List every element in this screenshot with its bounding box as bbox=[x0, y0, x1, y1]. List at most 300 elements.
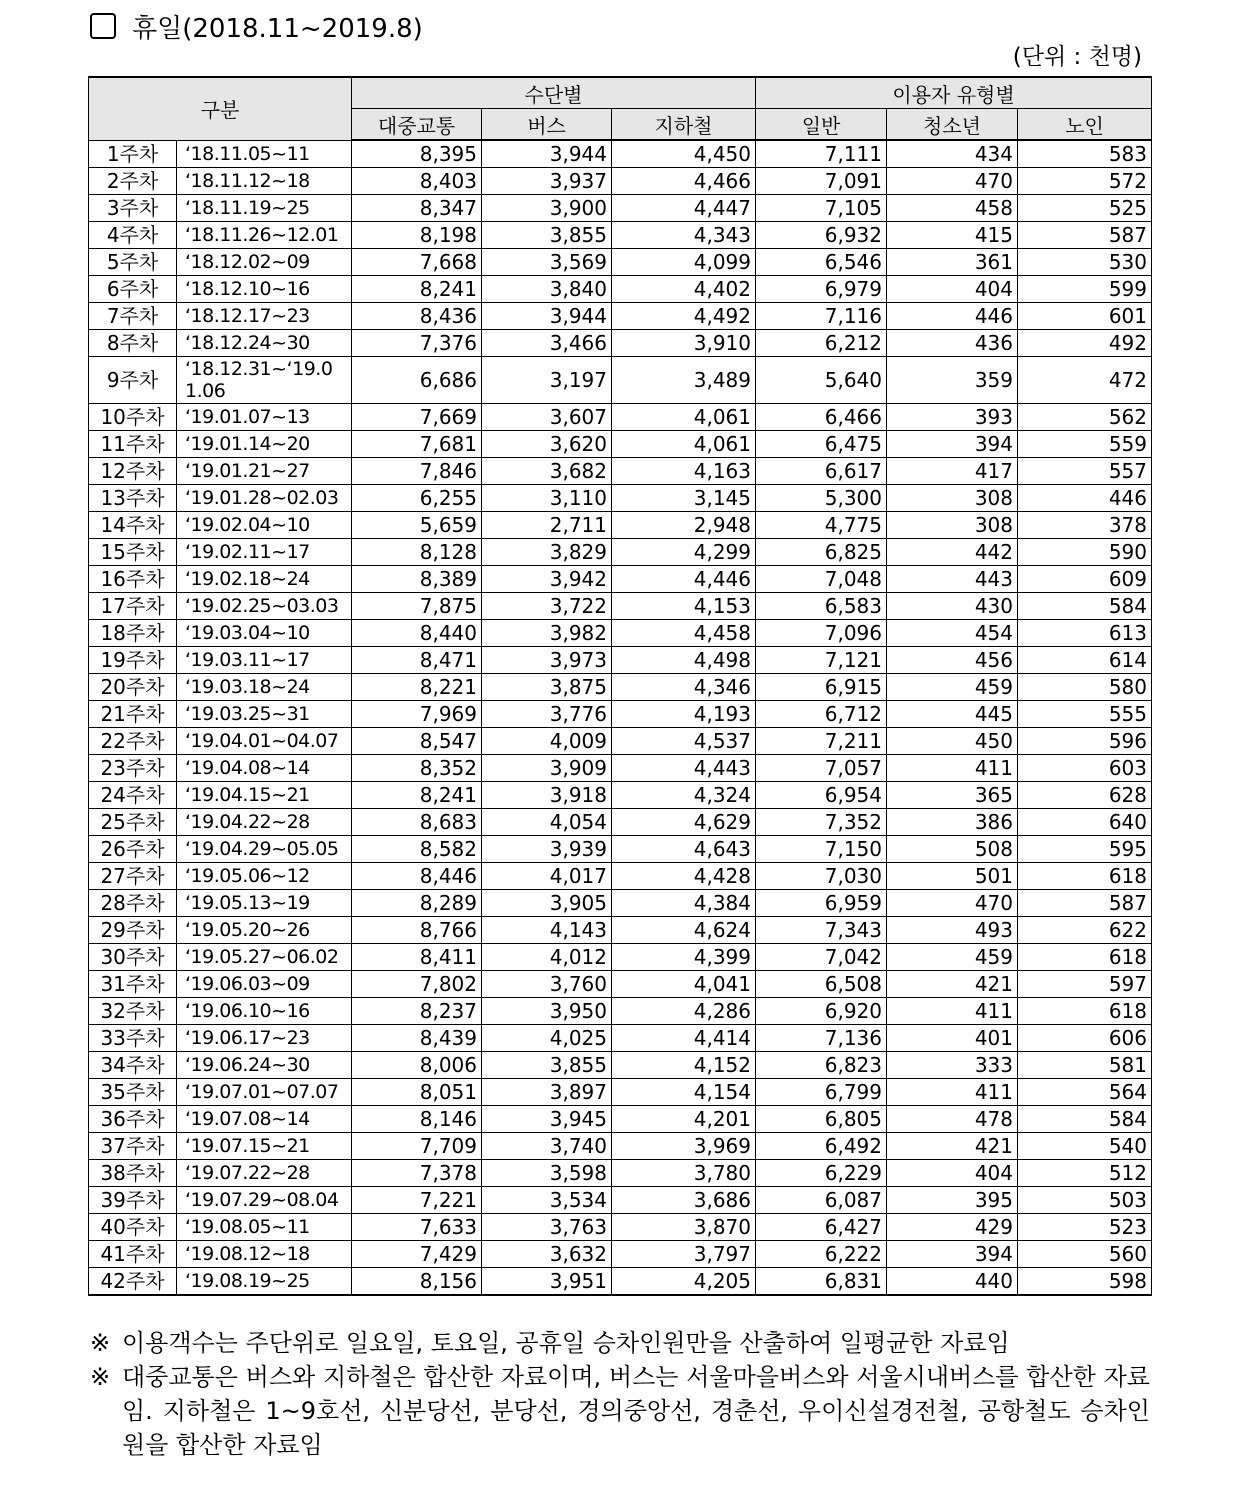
table-row bbox=[89, 890, 1152, 917]
senior-cell: 472 bbox=[1018, 357, 1152, 404]
bus-cell: 3,909 bbox=[482, 755, 612, 782]
date-range-cell: ‘19.05.13~19 bbox=[177, 890, 352, 917]
general-cell: 6,492 bbox=[756, 1133, 887, 1160]
week-cell: 38주차 bbox=[89, 1160, 177, 1187]
week-cell: 35주차 bbox=[89, 1079, 177, 1106]
senior-cell: 572 bbox=[1018, 168, 1152, 195]
week-cell: 42주차 bbox=[89, 1268, 177, 1296]
week-cell: 29주차 bbox=[89, 917, 177, 944]
table-row bbox=[89, 1268, 1152, 1296]
transit-total-cell: 8,547 bbox=[352, 728, 482, 755]
date-range-cell: ‘19.05.20~26 bbox=[177, 917, 352, 944]
subway-cell: 4,624 bbox=[612, 917, 756, 944]
week-cell: 36주차 bbox=[89, 1106, 177, 1133]
transit-total-cell: 8,347 bbox=[352, 195, 482, 222]
date-range-cell: ‘19.03.04~10 bbox=[177, 620, 352, 647]
week-cell: 15주차 bbox=[89, 539, 177, 566]
bus-cell: 3,598 bbox=[482, 1160, 612, 1187]
date-range-cell: ‘19.08.05~11 bbox=[177, 1214, 352, 1241]
table-row bbox=[89, 755, 1152, 782]
general-cell: 6,823 bbox=[756, 1052, 887, 1079]
table-row bbox=[89, 431, 1152, 458]
youth-cell: 401 bbox=[887, 1025, 1018, 1052]
header-category: 구분 bbox=[89, 77, 352, 140]
date-range-cell: ‘18.12.10~16 bbox=[177, 276, 352, 303]
senior-cell: 555 bbox=[1018, 701, 1152, 728]
youth-cell: 458 bbox=[887, 195, 1018, 222]
bus-cell: 4,009 bbox=[482, 728, 612, 755]
youth-cell: 417 bbox=[887, 458, 1018, 485]
subway-cell: 4,343 bbox=[612, 222, 756, 249]
youth-cell: 411 bbox=[887, 998, 1018, 1025]
table-row bbox=[89, 917, 1152, 944]
youth-cell: 443 bbox=[887, 566, 1018, 593]
senior-cell: 598 bbox=[1018, 1268, 1152, 1296]
transit-total-cell: 7,802 bbox=[352, 971, 482, 998]
subway-cell: 4,402 bbox=[612, 276, 756, 303]
transit-total-cell: 7,681 bbox=[352, 431, 482, 458]
date-range-cell: ‘18.12.17~23 bbox=[177, 303, 352, 330]
transit-total-cell: 7,378 bbox=[352, 1160, 482, 1187]
youth-cell: 508 bbox=[887, 836, 1018, 863]
ridership-table bbox=[88, 76, 1152, 1296]
week-cell: 23주차 bbox=[89, 755, 177, 782]
general-cell: 6,229 bbox=[756, 1160, 887, 1187]
transit-total-cell: 8,051 bbox=[352, 1079, 482, 1106]
week-cell: 8주차 bbox=[89, 330, 177, 357]
week-cell: 6주차 bbox=[89, 276, 177, 303]
date-range-cell: ‘19.01.28~02.03 bbox=[177, 485, 352, 512]
date-range-cell: ‘19.04.15~21 bbox=[177, 782, 352, 809]
senior-cell: 564 bbox=[1018, 1079, 1152, 1106]
bus-cell: 3,763 bbox=[482, 1214, 612, 1241]
table-row bbox=[89, 593, 1152, 620]
transit-total-cell: 8,198 bbox=[352, 222, 482, 249]
bus-cell: 3,900 bbox=[482, 195, 612, 222]
youth-cell: 436 bbox=[887, 330, 1018, 357]
subway-cell: 4,498 bbox=[612, 647, 756, 674]
youth-cell: 442 bbox=[887, 539, 1018, 566]
week-cell: 26주차 bbox=[89, 836, 177, 863]
general-cell: 7,121 bbox=[756, 647, 887, 674]
general-cell: 6,831 bbox=[756, 1268, 887, 1296]
senior-cell: 525 bbox=[1018, 195, 1152, 222]
week-cell: 10주차 bbox=[89, 404, 177, 431]
date-range-cell: ‘19.07.15~21 bbox=[177, 1133, 352, 1160]
bus-cell: 3,897 bbox=[482, 1079, 612, 1106]
general-cell: 6,212 bbox=[756, 330, 887, 357]
bus-cell: 3,973 bbox=[482, 647, 612, 674]
youth-cell: 386 bbox=[887, 809, 1018, 836]
bus-cell: 3,760 bbox=[482, 971, 612, 998]
date-range-cell: ‘18.11.12~18 bbox=[177, 168, 352, 195]
bus-cell: 3,937 bbox=[482, 168, 612, 195]
date-range-cell: ‘18.12.24~30 bbox=[177, 330, 352, 357]
subway-cell: 3,780 bbox=[612, 1160, 756, 1187]
week-cell: 40주차 bbox=[89, 1214, 177, 1241]
table-row bbox=[89, 782, 1152, 809]
week-cell: 2주차 bbox=[89, 168, 177, 195]
youth-cell: 454 bbox=[887, 620, 1018, 647]
general-cell: 6,979 bbox=[756, 276, 887, 303]
transit-total-cell: 7,669 bbox=[352, 404, 482, 431]
date-range-cell: ‘19.05.06~12 bbox=[177, 863, 352, 890]
transit-total-cell: 8,471 bbox=[352, 647, 482, 674]
general-cell: 7,042 bbox=[756, 944, 887, 971]
general-cell: 7,116 bbox=[756, 303, 887, 330]
date-range-cell: ‘18.12.31~‘19.01.06 bbox=[177, 357, 352, 404]
week-cell: 21주차 bbox=[89, 701, 177, 728]
unit-label: (단위 : 천명) bbox=[1012, 44, 1142, 70]
table-row bbox=[89, 620, 1152, 647]
table-row bbox=[89, 1160, 1152, 1187]
date-range-cell: ‘19.08.19~25 bbox=[177, 1268, 352, 1296]
subway-cell: 4,629 bbox=[612, 809, 756, 836]
bus-cell: 3,722 bbox=[482, 593, 612, 620]
column-header: 노인 bbox=[1018, 109, 1152, 141]
week-cell: 20주차 bbox=[89, 674, 177, 701]
subway-cell: 4,466 bbox=[612, 168, 756, 195]
youth-cell: 411 bbox=[887, 755, 1018, 782]
table-body bbox=[89, 140, 1152, 1295]
bus-cell: 4,012 bbox=[482, 944, 612, 971]
senior-cell: 584 bbox=[1018, 593, 1152, 620]
senior-cell: 562 bbox=[1018, 404, 1152, 431]
subway-cell: 4,153 bbox=[612, 593, 756, 620]
week-cell: 9주차 bbox=[89, 357, 177, 404]
subway-cell: 4,414 bbox=[612, 1025, 756, 1052]
table-row bbox=[89, 1133, 1152, 1160]
week-cell: 1주차 bbox=[89, 140, 177, 168]
footnote bbox=[90, 1360, 1150, 1462]
general-cell: 6,799 bbox=[756, 1079, 887, 1106]
table-row bbox=[89, 195, 1152, 222]
transit-total-cell: 8,237 bbox=[352, 998, 482, 1025]
transit-total-cell: 8,289 bbox=[352, 890, 482, 917]
date-range-cell: ‘19.06.10~16 bbox=[177, 998, 352, 1025]
youth-cell: 359 bbox=[887, 357, 1018, 404]
week-cell: 30주차 bbox=[89, 944, 177, 971]
general-cell: 6,546 bbox=[756, 249, 887, 276]
youth-cell: 365 bbox=[887, 782, 1018, 809]
bus-cell: 3,569 bbox=[482, 249, 612, 276]
general-cell: 7,096 bbox=[756, 620, 887, 647]
week-cell: 7주차 bbox=[89, 303, 177, 330]
header-group-mode: 수단별 bbox=[352, 77, 756, 109]
week-cell: 33주차 bbox=[89, 1025, 177, 1052]
bus-cell: 2,711 bbox=[482, 512, 612, 539]
note-mark: ※ bbox=[90, 1329, 111, 1357]
subway-cell: 4,193 bbox=[612, 701, 756, 728]
bus-cell: 4,054 bbox=[482, 809, 612, 836]
senior-cell: 523 bbox=[1018, 1214, 1152, 1241]
subway-cell: 3,145 bbox=[612, 485, 756, 512]
header-group-user-type: 이용자 유형별 bbox=[756, 77, 1152, 109]
date-range-cell: ‘19.03.11~17 bbox=[177, 647, 352, 674]
table-row bbox=[89, 674, 1152, 701]
table-row bbox=[89, 222, 1152, 249]
document-title bbox=[90, 8, 423, 44]
date-range-cell: ‘19.01.21~27 bbox=[177, 458, 352, 485]
subway-cell: 4,643 bbox=[612, 836, 756, 863]
transit-total-cell: 8,683 bbox=[352, 809, 482, 836]
subway-cell: 4,152 bbox=[612, 1052, 756, 1079]
subway-cell: 4,428 bbox=[612, 863, 756, 890]
date-range-cell: ‘19.04.22~28 bbox=[177, 809, 352, 836]
week-cell: 14주차 bbox=[89, 512, 177, 539]
table-row bbox=[89, 809, 1152, 836]
senior-cell: 601 bbox=[1018, 303, 1152, 330]
senior-cell: 503 bbox=[1018, 1187, 1152, 1214]
senior-cell: 614 bbox=[1018, 647, 1152, 674]
bus-cell: 4,025 bbox=[482, 1025, 612, 1052]
note-mark: ※ bbox=[90, 1363, 111, 1391]
subway-cell: 4,346 bbox=[612, 674, 756, 701]
bus-cell: 3,534 bbox=[482, 1187, 612, 1214]
bus-cell: 3,840 bbox=[482, 276, 612, 303]
transit-total-cell: 8,221 bbox=[352, 674, 482, 701]
note-text: 대중교통은 버스와 지하철은 합산한 자료이며, 버스는 서울마을버스와 서울시내버스를 합산한 자료임. 지하철은 1~9호선, 신분당선, 분당선, 경의중앙선, 경춘선, 우이신설경전철, 공항철도 승차인원을 합산한 자료임 bbox=[122, 1363, 1150, 1459]
date-range-cell: ‘19.02.25~03.03 bbox=[177, 593, 352, 620]
senior-cell: 530 bbox=[1018, 249, 1152, 276]
transit-total-cell: 8,156 bbox=[352, 1268, 482, 1296]
bus-cell: 3,951 bbox=[482, 1268, 612, 1296]
senior-cell: 378 bbox=[1018, 512, 1152, 539]
table-row bbox=[89, 485, 1152, 512]
week-cell: 11주차 bbox=[89, 431, 177, 458]
transit-total-cell: 7,429 bbox=[352, 1241, 482, 1268]
subway-cell: 4,492 bbox=[612, 303, 756, 330]
youth-cell: 440 bbox=[887, 1268, 1018, 1296]
checkbox-square-icon bbox=[90, 13, 116, 39]
youth-cell: 470 bbox=[887, 168, 1018, 195]
general-cell: 6,805 bbox=[756, 1106, 887, 1133]
senior-cell: 628 bbox=[1018, 782, 1152, 809]
date-range-cell: ‘19.02.18~24 bbox=[177, 566, 352, 593]
footnote bbox=[90, 1326, 1150, 1360]
general-cell: 6,954 bbox=[756, 782, 887, 809]
youth-cell: 478 bbox=[887, 1106, 1018, 1133]
general-cell: 6,920 bbox=[756, 998, 887, 1025]
subway-cell: 4,201 bbox=[612, 1106, 756, 1133]
subway-cell: 4,205 bbox=[612, 1268, 756, 1296]
youth-cell: 308 bbox=[887, 512, 1018, 539]
transit-total-cell: 8,766 bbox=[352, 917, 482, 944]
general-cell: 6,959 bbox=[756, 890, 887, 917]
subway-cell: 4,537 bbox=[612, 728, 756, 755]
week-cell: 4주차 bbox=[89, 222, 177, 249]
subway-cell: 4,399 bbox=[612, 944, 756, 971]
column-header: 버스 bbox=[482, 109, 612, 141]
senior-cell: 595 bbox=[1018, 836, 1152, 863]
week-cell: 18주차 bbox=[89, 620, 177, 647]
youth-cell: 459 bbox=[887, 944, 1018, 971]
table-row bbox=[89, 971, 1152, 998]
table-row bbox=[89, 303, 1152, 330]
youth-cell: 411 bbox=[887, 1079, 1018, 1106]
note-text: 이용객수는 주단위로 일요일, 토요일, 공휴일 승차인원만을 산출하여 일평균한 자료임 bbox=[122, 1329, 1010, 1357]
date-range-cell: ‘19.01.14~20 bbox=[177, 431, 352, 458]
date-range-cell: ‘19.07.29~08.04 bbox=[177, 1187, 352, 1214]
subway-cell: 4,163 bbox=[612, 458, 756, 485]
week-cell: 17주차 bbox=[89, 593, 177, 620]
table-row bbox=[89, 1106, 1152, 1133]
date-range-cell: ‘19.04.01~04.07 bbox=[177, 728, 352, 755]
date-range-cell: ‘18.12.02~09 bbox=[177, 249, 352, 276]
date-range-cell: ‘19.04.08~14 bbox=[177, 755, 352, 782]
bus-cell: 3,918 bbox=[482, 782, 612, 809]
bus-cell: 3,682 bbox=[482, 458, 612, 485]
transit-total-cell: 8,411 bbox=[352, 944, 482, 971]
table-row bbox=[89, 836, 1152, 863]
date-range-cell: ‘19.04.29~05.05 bbox=[177, 836, 352, 863]
senior-cell: 596 bbox=[1018, 728, 1152, 755]
table-row bbox=[89, 168, 1152, 195]
youth-cell: 470 bbox=[887, 890, 1018, 917]
week-cell: 37주차 bbox=[89, 1133, 177, 1160]
subway-cell: 4,446 bbox=[612, 566, 756, 593]
bus-cell: 3,942 bbox=[482, 566, 612, 593]
date-range-cell: ‘19.07.22~28 bbox=[177, 1160, 352, 1187]
senior-cell: 609 bbox=[1018, 566, 1152, 593]
table-row bbox=[89, 1025, 1152, 1052]
week-cell: 22주차 bbox=[89, 728, 177, 755]
bus-cell: 3,945 bbox=[482, 1106, 612, 1133]
transit-total-cell: 8,395 bbox=[352, 140, 482, 168]
date-range-cell: ‘19.03.25~31 bbox=[177, 701, 352, 728]
column-header: 일반 bbox=[756, 109, 887, 141]
youth-cell: 456 bbox=[887, 647, 1018, 674]
transit-total-cell: 7,376 bbox=[352, 330, 482, 357]
general-cell: 6,915 bbox=[756, 674, 887, 701]
youth-cell: 493 bbox=[887, 917, 1018, 944]
transit-total-cell: 8,439 bbox=[352, 1025, 482, 1052]
transit-total-cell: 8,446 bbox=[352, 863, 482, 890]
week-cell: 32주차 bbox=[89, 998, 177, 1025]
youth-cell: 333 bbox=[887, 1052, 1018, 1079]
bus-cell: 3,620 bbox=[482, 431, 612, 458]
subway-cell: 4,450 bbox=[612, 140, 756, 168]
date-range-cell: ‘19.06.24~30 bbox=[177, 1052, 352, 1079]
youth-cell: 361 bbox=[887, 249, 1018, 276]
week-cell: 31주차 bbox=[89, 971, 177, 998]
general-cell: 6,932 bbox=[756, 222, 887, 249]
bus-cell: 3,110 bbox=[482, 485, 612, 512]
subway-cell: 4,447 bbox=[612, 195, 756, 222]
general-cell: 6,427 bbox=[756, 1214, 887, 1241]
table-row bbox=[89, 1052, 1152, 1079]
senior-cell: 584 bbox=[1018, 1106, 1152, 1133]
subway-cell: 4,286 bbox=[612, 998, 756, 1025]
table-row bbox=[89, 249, 1152, 276]
transit-total-cell: 8,006 bbox=[352, 1052, 482, 1079]
column-header: 대중교통 bbox=[352, 109, 482, 141]
bus-cell: 3,466 bbox=[482, 330, 612, 357]
week-cell: 12주차 bbox=[89, 458, 177, 485]
bus-cell: 3,939 bbox=[482, 836, 612, 863]
table-row bbox=[89, 728, 1152, 755]
subway-cell: 3,797 bbox=[612, 1241, 756, 1268]
table-row bbox=[89, 330, 1152, 357]
transit-total-cell: 7,633 bbox=[352, 1214, 482, 1241]
transit-total-cell: 7,709 bbox=[352, 1133, 482, 1160]
senior-cell: 587 bbox=[1018, 222, 1152, 249]
bus-cell: 3,740 bbox=[482, 1133, 612, 1160]
senior-cell: 590 bbox=[1018, 539, 1152, 566]
general-cell: 6,466 bbox=[756, 404, 887, 431]
youth-cell: 404 bbox=[887, 1160, 1018, 1187]
senior-cell: 597 bbox=[1018, 971, 1152, 998]
general-cell: 7,352 bbox=[756, 809, 887, 836]
senior-cell: 560 bbox=[1018, 1241, 1152, 1268]
senior-cell: 581 bbox=[1018, 1052, 1152, 1079]
senior-cell: 557 bbox=[1018, 458, 1152, 485]
bus-cell: 3,950 bbox=[482, 998, 612, 1025]
subway-cell: 2,948 bbox=[612, 512, 756, 539]
general-cell: 7,343 bbox=[756, 917, 887, 944]
senior-cell: 512 bbox=[1018, 1160, 1152, 1187]
bus-cell: 4,143 bbox=[482, 917, 612, 944]
senior-cell: 583 bbox=[1018, 140, 1152, 168]
date-range-cell: ‘19.08.12~18 bbox=[177, 1241, 352, 1268]
column-header: 청소년 bbox=[887, 109, 1018, 141]
date-range-cell: ‘19.03.18~24 bbox=[177, 674, 352, 701]
subway-cell: 4,299 bbox=[612, 539, 756, 566]
senior-cell: 599 bbox=[1018, 276, 1152, 303]
date-range-cell: ‘19.07.01~07.07 bbox=[177, 1079, 352, 1106]
youth-cell: 430 bbox=[887, 593, 1018, 620]
bus-cell: 3,905 bbox=[482, 890, 612, 917]
general-cell: 6,508 bbox=[756, 971, 887, 998]
bus-cell: 3,776 bbox=[482, 701, 612, 728]
table-row bbox=[89, 701, 1152, 728]
subway-cell: 3,910 bbox=[612, 330, 756, 357]
subway-cell: 4,041 bbox=[612, 971, 756, 998]
transit-total-cell: 8,128 bbox=[352, 539, 482, 566]
title-text: 휴일(2018.11~2019.8) bbox=[132, 13, 423, 44]
bus-cell: 3,855 bbox=[482, 222, 612, 249]
transit-total-cell: 5,659 bbox=[352, 512, 482, 539]
table-row bbox=[89, 1079, 1152, 1106]
senior-cell: 606 bbox=[1018, 1025, 1152, 1052]
subway-cell: 3,870 bbox=[612, 1214, 756, 1241]
general-cell: 7,150 bbox=[756, 836, 887, 863]
general-cell: 6,825 bbox=[756, 539, 887, 566]
senior-cell: 618 bbox=[1018, 863, 1152, 890]
senior-cell: 618 bbox=[1018, 944, 1152, 971]
transit-total-cell: 8,403 bbox=[352, 168, 482, 195]
transit-total-cell: 7,875 bbox=[352, 593, 482, 620]
date-range-cell: ‘19.02.11~17 bbox=[177, 539, 352, 566]
transit-total-cell: 8,389 bbox=[352, 566, 482, 593]
general-cell: 4,775 bbox=[756, 512, 887, 539]
table-row bbox=[89, 404, 1152, 431]
bus-cell: 3,197 bbox=[482, 357, 612, 404]
youth-cell: 434 bbox=[887, 140, 1018, 168]
youth-cell: 404 bbox=[887, 276, 1018, 303]
subway-cell: 4,443 bbox=[612, 755, 756, 782]
subway-cell: 4,154 bbox=[612, 1079, 756, 1106]
bus-cell: 3,829 bbox=[482, 539, 612, 566]
senior-cell: 603 bbox=[1018, 755, 1152, 782]
bus-cell: 3,944 bbox=[482, 303, 612, 330]
subway-cell: 3,969 bbox=[612, 1133, 756, 1160]
week-cell: 34주차 bbox=[89, 1052, 177, 1079]
youth-cell: 394 bbox=[887, 1241, 1018, 1268]
senior-cell: 618 bbox=[1018, 998, 1152, 1025]
table-row bbox=[89, 863, 1152, 890]
general-cell: 6,475 bbox=[756, 431, 887, 458]
